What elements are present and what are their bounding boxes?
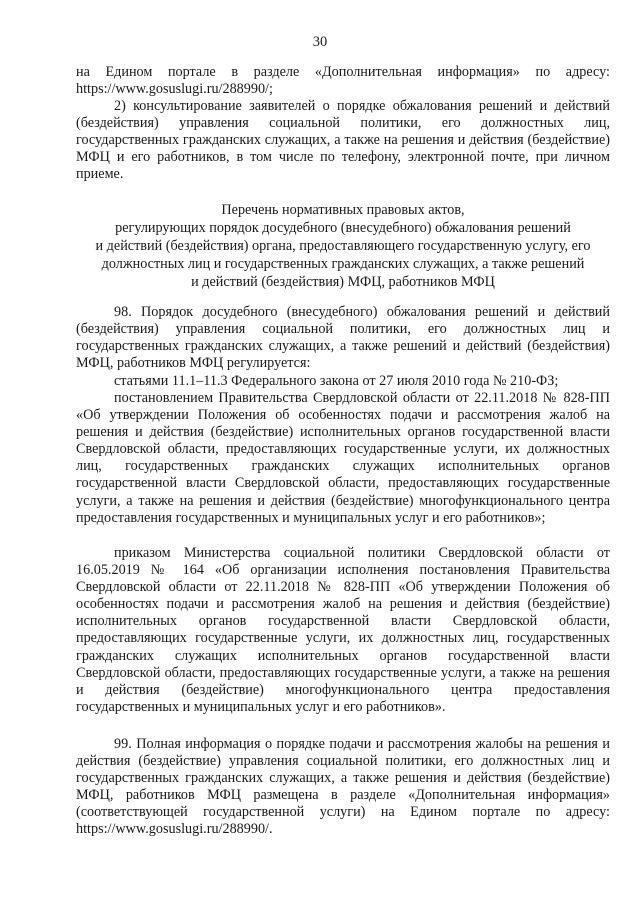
paragraph-98: 98. Порядок досудебного (внесудебного) обжалования решений и действий (бездействия) управления социальной политики, его должностных лиц и государственных гражданских служащих, а также решений и действий (бездействия) МФЦ, работников МФЦ регулируется: bbox=[76, 304, 610, 372]
paragraph-99: 99. Полная информация о порядке подачи и рассмотрения жалобы на решения и действия (бездействие) управления социальной политики, его должностных лиц и государственных гражданских служащих, а также решения и действия (бездействие) МФЦ, работников МФЦ размещена в разделе «Дополнительная информация» (соответствующей государственной услуги) на Едином портале по адресу: https://www.gosuslugi.ru/288990/. bbox=[76, 736, 610, 838]
page-number: 30 bbox=[312, 34, 328, 50]
heading-line-5: и действий (бездействия) МФЦ, работников МФЦ bbox=[191, 274, 495, 290]
paragraph-continuation: на Едином портале в разделе «Дополнительная информация» по адресу: https://www.gosuslugi.ru/288990/; bbox=[76, 64, 610, 98]
paragraph-item-2: 2) консультирование заявителей о порядке обжалования решений и действий (бездействия) управления социальной политики, его должностных лиц, государственных гражданских служащих, а также на решения и действия (бездействие) МФЦ и его работников, в том числе по телефону, электронной почте, при личном приеме. bbox=[76, 98, 610, 183]
heading-line-2: регулирующих порядок досудебного (внесудебного) обжалования решений bbox=[115, 220, 571, 236]
paragraph-98-order: приказом Министерства социальной политики Свердловской области от 16.05.2019 № 164 «Об организации исполнения постановления Правительства Свердловской области от 22.11.2018 № 828-ПП «Об утверждении Положения об особенностях подачи и рассмотрения жалоб на решения и действия (бездействие) исполнительных органов государственной власти Свердловской области, предоставляющих государственные услуги, их должностных лиц, государственных гражданских служащих исполнительных органов государственной власти Свердловской области, предоставляющих государственные услуги, а также на решения и действия (бездействие) многофункционального центра предоставления государственных и муниципальных услуг и его работников». bbox=[76, 545, 610, 715]
heading-line-4: должностных лиц и государственных гражданских служащих, а также решений bbox=[101, 256, 585, 272]
heading-line-3: и действий (бездействия) органа, предоставляющего государственную услугу, его bbox=[95, 238, 591, 254]
heading-line-1: Перечень нормативных правовых актов, bbox=[221, 202, 465, 218]
paragraph-98-resolution: постановлением Правительства Свердловской области от 22.11.2018 № 828-ПП «Об утверждении Положения об особенностях подачи и рассмотрения жалоб на решения и действия (бездействие) исполнительных органов государственной власти Свердловской области, предоставляющих государственные услуги, их должностных лиц, государственных гражданских служащих исполнительных органов государственной власти Свердловской области, предоставляющих государственные услуги, а также на решения и действия (бездействие) многофункционального центра предоставления государственных и муниципальных услуг и его работников»; bbox=[76, 390, 610, 526]
paragraph-98-law: статьями 11.1–11.3 Федерального закона от 27 июля 2010 года № 210-ФЗ; bbox=[114, 373, 559, 389]
